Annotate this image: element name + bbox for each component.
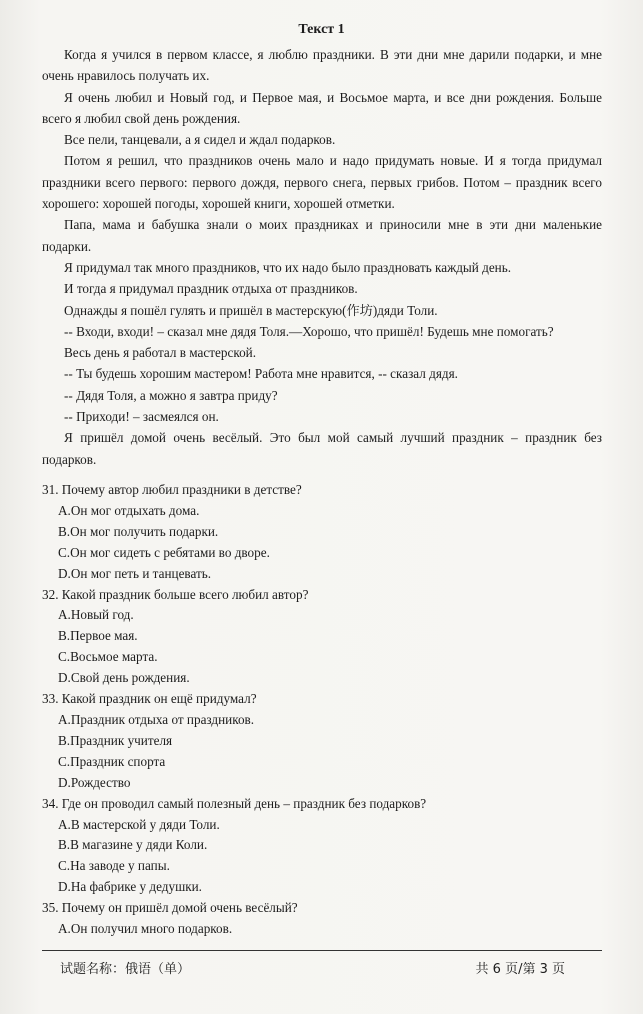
- question-33: [42, 689, 602, 794]
- paragraph: -- Входи, входи! – сказал мне дядя Толя.—Хорошо, что пришёл! Будешь мне помогать?: [64, 323, 554, 339]
- question-text: 34. Где он проводил самый полезный день – праздник без подарков?: [42, 795, 427, 811]
- footer-exam-name: 试题名称：俄语（单）: [60, 962, 191, 977]
- paragraph: -- Дядя Толя, а можно я завтра приду?: [64, 387, 278, 403]
- paragraph: Весь день я работал в мастерской.: [64, 345, 257, 361]
- question-list: [42, 480, 602, 940]
- option-d: D.Рождество: [58, 774, 131, 790]
- question-34: [42, 794, 602, 899]
- option-b: B.Праздник учителя: [58, 732, 173, 748]
- paragraph: Потом я решил, что праздников очень мало и надо придумать новые. И я тогда придумал праздники всего первого: первого дождя, первого снега, первых грибов. Потом – праздник всего хорошего: хорошей погоды, хорошей книги, хорошей отметки.: [42, 153, 602, 212]
- option-c: C.На заводе у папы.: [58, 858, 170, 874]
- question-32: [42, 585, 602, 690]
- paragraph: Папа, мама и бабушка знали о моих праздниках и приносили мне в эти дни маленькие подарки.: [42, 217, 602, 254]
- option-a: A.Он получил много подарков.: [58, 921, 233, 937]
- footer-page-number: 共 6 页/第 3 页: [475, 962, 565, 977]
- option-b: B.Первое мая.: [58, 628, 138, 644]
- option-c: C.Праздник спорта: [58, 753, 166, 769]
- paragraph: И тогда я придумал праздник отдыха от праздников.: [64, 281, 358, 297]
- option-c: C.Он мог сидеть с ребятами во дворе.: [58, 544, 270, 560]
- question-text: 32. Какой праздник больше всего любил автор?: [42, 586, 309, 602]
- text-title: Текст 1: [298, 22, 345, 37]
- paragraph: -- Приходи! – засмеялся он.: [64, 409, 219, 425]
- question-31: [42, 480, 602, 585]
- paragraph: Я очень любил и Новый год, и Первое мая, и Восьмое марта, и все дни рождения. Больше всего я любил свой день рождения.: [42, 89, 602, 126]
- option-d: D.Свой день рождения.: [58, 670, 190, 686]
- option-c: C.Восьмое марта.: [58, 649, 158, 665]
- option-a: A.Праздник отдыха от праздников.: [58, 711, 255, 727]
- option-a: A.В мастерской у дяди Толи.: [58, 816, 220, 832]
- option-b: B.Он мог получить подарки.: [58, 523, 219, 539]
- question-text: 33. Какой праздник он ещё придумал?: [42, 691, 257, 707]
- question-text: 35. Почему он пришёл домой очень весёлый?: [42, 900, 298, 916]
- option-d: D.На фабрике у дедушки.: [58, 879, 202, 895]
- paragraph: -- Ты будешь хорошим мастером! Работа мне нравится, -- сказал дядя.: [64, 366, 458, 382]
- option-d: D.Он мог петь и танцевать.: [58, 565, 212, 581]
- paragraph: Я придумал так много праздников, что их надо было праздновать каждый день.: [64, 259, 512, 275]
- paragraph: Все пели, танцевали, а я сидел и ждал подарков.: [64, 132, 336, 148]
- paragraph: Однажды я пошёл гулять и пришёл в мастерскую(作坊)дяди Толи.: [64, 302, 438, 318]
- reading-text: [42, 44, 602, 470]
- paragraph: Я пришёл домой очень весёлый. Это был мой самый лучший праздник – праздник без подарков.: [42, 430, 602, 467]
- option-a: A.Новый год.: [58, 607, 134, 623]
- option-a: A.Он мог отдыхать дома.: [58, 502, 200, 518]
- question-35: [42, 898, 602, 940]
- footer-divider: [42, 950, 602, 951]
- option-b: B.В магазине у дяди Коли.: [58, 837, 208, 853]
- question-text: 31. Почему автор любил праздники в детстве?: [42, 482, 302, 497]
- paragraph: Когда я учился в первом классе, я люблю праздники. В эти дни мне дарили подарки, и мне очень нравилось получать их.: [42, 47, 602, 84]
